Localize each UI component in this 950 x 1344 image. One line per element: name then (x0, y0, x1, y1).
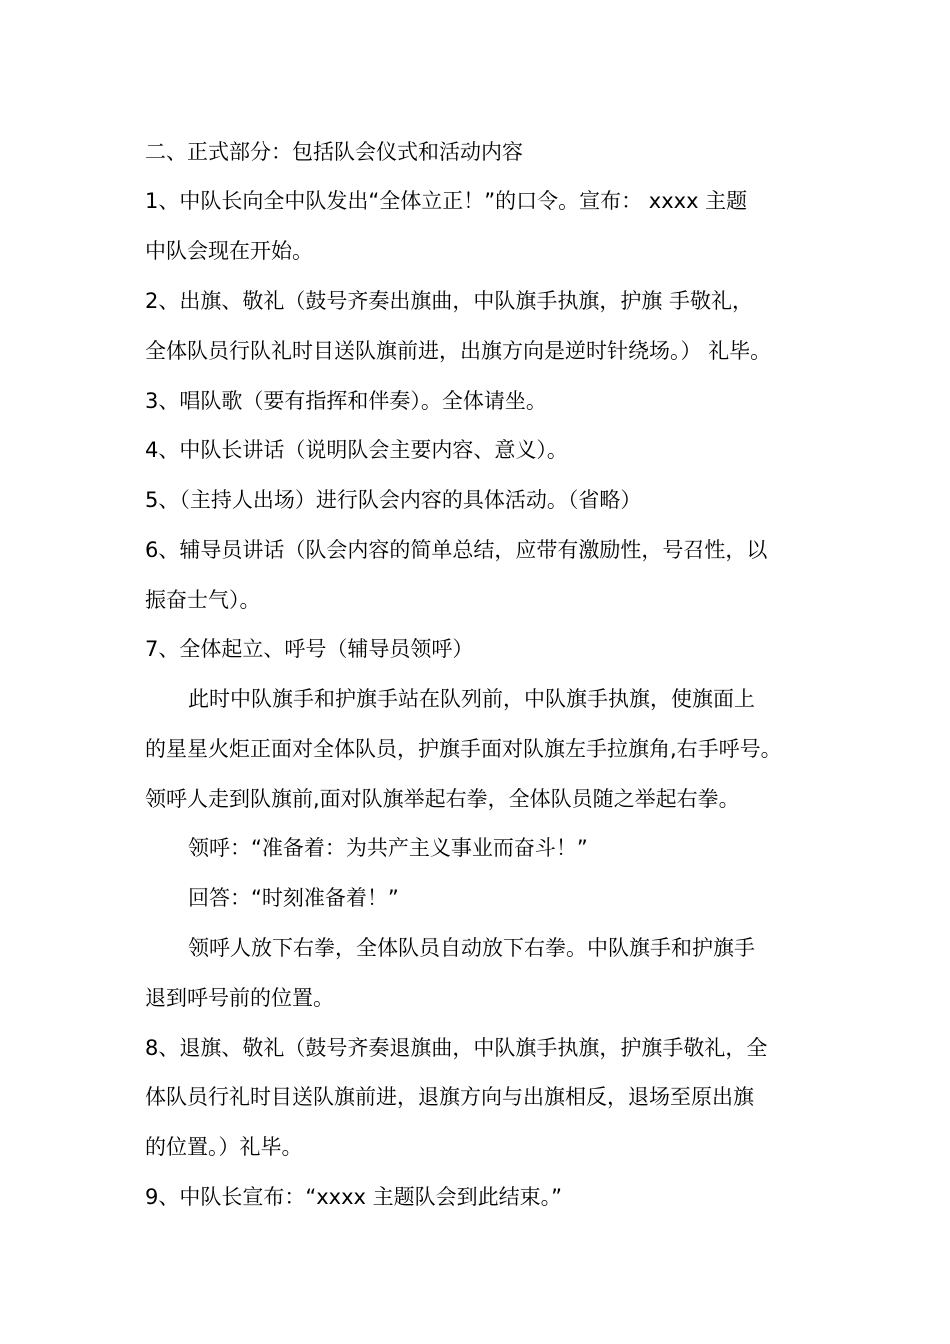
response-line: 回答：“时刻准备着！” (188, 886, 399, 910)
step-1-line-2: 中队会现在开始。 (145, 239, 313, 263)
step-3-line: 3、唱队歌（要有指挥和伴奏）。全体请坐。 (145, 389, 547, 413)
lower-fist-line-1: 领呼人放下右拳，全体队员自动放下右拳。中队旗手和护旗手 (188, 936, 755, 960)
paragraph-flag-line-1: 此时中队旗手和护旗手站在队列前，中队旗手执旗，使旗面上 (188, 687, 755, 711)
paragraph-flag-line-2: 的星星火炬正面对全体队员，护旗手面对队旗左手拉旗角,右手呼号。 (145, 737, 782, 761)
call-line: 领呼：“准备着：为共产主义事业而奋斗！” (188, 836, 588, 860)
step-4-line: 4、中队长讲话（说明队会主要内容、意义）。 (145, 438, 568, 462)
step-6-line-1: 6、辅导员讲话（队会内容的简单总结，应带有激励性，号召性，以 (145, 538, 768, 562)
lower-fist-line-2: 退到呼号前的位置。 (145, 986, 334, 1010)
step-5-line: 5、（主持人出场）进行队会内容的具体活动。（省略） (145, 488, 642, 512)
step-9-line: 9、中队长宣布：“xxxx 主题队会到此结束。” (145, 1185, 563, 1209)
section-heading: 二、正式部分：包括队会仪式和活动内容 (145, 140, 523, 164)
step-8-line-3: 的位置。）礼毕。 (145, 1135, 303, 1159)
step-8-line-1: 8、退旗、敬礼（鼓号齐奏退旗曲，中队旗手执旗，护旗手敬礼，全 (145, 1036, 768, 1060)
step-2-line-2: 全体队员行队礼时目送队旗前进，出旗方向是逆时针绕场。） 礼毕。 (145, 339, 772, 363)
step-6-line-2: 振奋士气）。 (145, 588, 261, 612)
step-1-line-1: 1、中队长向全中队发出“全体立正！”的口令。宣布： xxxx 主题 (145, 189, 748, 213)
step-2-line-1: 2、出旗、敬礼（鼓号齐奏出旗曲，中队旗手执旗，护旗 手敬礼， (145, 289, 754, 313)
step-7-line: 7、全体起立、呼号（辅导员领呼） (145, 637, 474, 661)
step-8-line-2: 体队员行礼时目送队旗前进，退旗方向与出旗相反，退场至原出旗 (145, 1085, 754, 1109)
paragraph-flag-line-3: 领呼人走到队旗前,面对队旗举起右拳，全体队员随之举起右拳。 (145, 787, 740, 811)
